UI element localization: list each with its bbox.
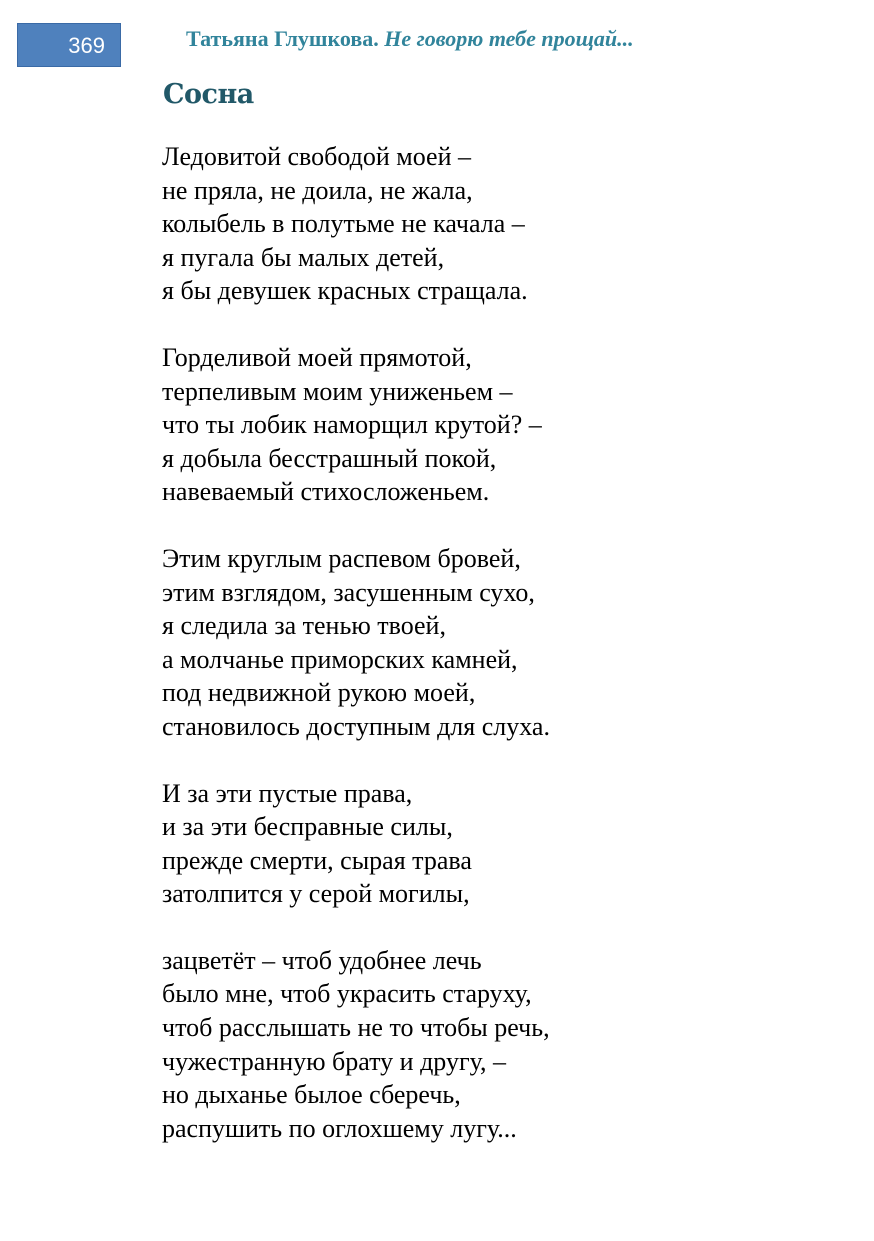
poem-body <box>162 140 802 1178</box>
header-author: Татьяна Глушкова. <box>186 26 379 51</box>
page-number-badge: 369 <box>17 23 121 67</box>
stanza <box>162 341 802 509</box>
poem-line: прежде смерти, сырая трава <box>162 845 472 875</box>
poem-line: и за эти бесправные силы, <box>162 812 453 842</box>
poem-line: под недвижной рукою моей, <box>162 678 476 708</box>
poem-line: Горделивой моей прямотой, <box>162 342 472 372</box>
poem-line: я добыла бесстрашный покой, <box>162 443 497 473</box>
running-header <box>186 24 634 54</box>
poem-line: чтоб расслышать не то чтобы речь, <box>162 1013 550 1043</box>
poem-line: чужестранную брату и другу, – <box>162 1046 507 1076</box>
poem-line: что ты лобик наморщил крутой? – <box>162 410 542 440</box>
stanza <box>162 944 802 1146</box>
poem-line: я пугала бы малых детей, <box>162 242 445 272</box>
poem-line: но дыханье былое сберечь, <box>162 1080 461 1110</box>
poem-line: навеваемый стихосложеньем. <box>162 477 490 507</box>
poem-line: колыбель в полутьме не качала – <box>162 209 525 239</box>
poem-line: я следила за тенью твоей, <box>162 611 446 641</box>
poem-line: распушить по оглохшему лугу... <box>162 1113 517 1143</box>
poem-line: я бы девушек красных стращала. <box>162 276 528 306</box>
poem-line: не пряла, не доила, не жала, <box>162 175 473 205</box>
poem-line: Ледовитой свободой моей – <box>162 142 471 171</box>
stanza <box>162 140 802 308</box>
poem-line: И за эти пустые права, <box>162 778 413 808</box>
poem-line: а молчанье приморских камней, <box>162 644 518 674</box>
stanza <box>162 777 802 911</box>
header-book-title: Не говорю тебе прощай... <box>384 26 634 51</box>
poem-line: терпеливым моим униженьем – <box>162 376 513 406</box>
poem-line: было мне, чтоб украсить старуху, <box>162 979 532 1009</box>
poem-line: затолпится у серой могилы, <box>162 879 470 909</box>
poem-line: Этим круглым распевом бровей, <box>162 543 521 573</box>
poem-line: становилось доступным для слуха. <box>162 711 550 741</box>
poem-line: зацветёт – чтоб удобнее лечь <box>162 945 482 975</box>
stanza <box>162 542 802 744</box>
poem-line: этим взглядом, засушенным сухо, <box>162 577 535 607</box>
poem-title: Сосна <box>163 79 254 110</box>
